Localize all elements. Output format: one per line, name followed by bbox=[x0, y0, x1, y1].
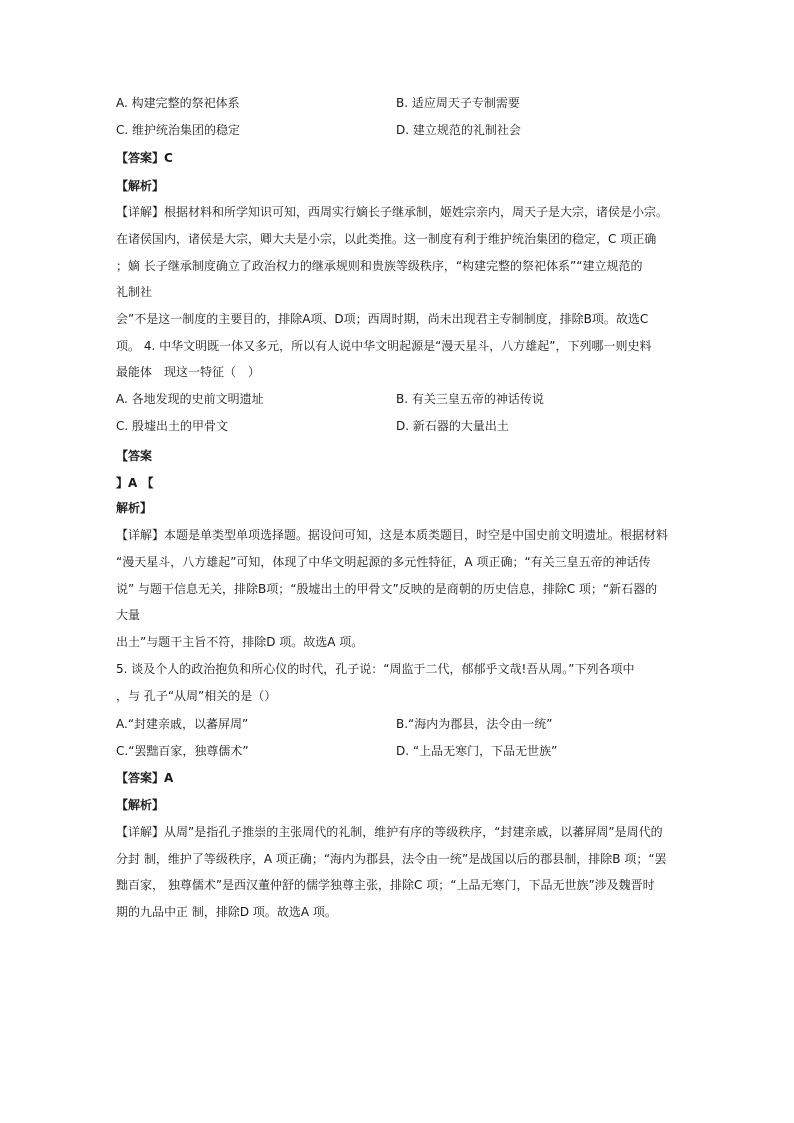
q5-option-a: A.“封建亲戚，以蕃屏周” bbox=[116, 717, 249, 731]
q3-option-d: D. 建立规范的礼制社会 bbox=[396, 123, 521, 137]
q4-answer: 【答案 bbox=[116, 449, 153, 463]
q4-option-a: A. 各地发现的史前文明遗址 bbox=[116, 392, 264, 406]
q3-detail-line: 会”不是这一制度的主要目的，排除A项、D项；西周时期，尚未出现君主专制制度，排除B项。故选C bbox=[116, 312, 649, 326]
q5-detail-line: 【详解】从周”是指孔子推崇的主张周代的礼制，维护有序的等级秩序，“封建亲戚，以蕃屏周”是周代的 bbox=[116, 825, 663, 839]
q3-detail-line: 【详解】根据材料和所学知识可知，西周实行嫡长子继承制，姬姓宗亲内，周天子是大宗，诸侯是小宗。 bbox=[116, 205, 669, 219]
q5-option-b: B.“海内为郡县，法令由一统” bbox=[396, 717, 553, 731]
q5-answer: 【答案】A bbox=[116, 771, 174, 785]
q4-detail-line: 说” 与题干信息无关，排除B项；“殷墟出土的甲骨文”反映的是商朝的历史信息，排除C 项；“新石器的 bbox=[116, 582, 658, 596]
q4-detail-line: 出土”与题干主旨不符，排除D 项。故选A 项。 bbox=[116, 635, 364, 649]
q5-detail-line: 黜百家， 独尊儒术”是西汉董仲舒的儒学独尊主张，排除C 项；“上品无寒门，下品无世族”涉及魏晋时 bbox=[116, 878, 655, 892]
q3-option-a: A. 构建完整的祭祀体系 bbox=[116, 96, 240, 110]
q4-option-d: D. 新石器的大量出土 bbox=[396, 419, 509, 433]
q3-option-c: C. 维护统治集团的稳定 bbox=[116, 123, 241, 137]
q3-option-b: B. 适应周天子专制需要 bbox=[396, 96, 520, 110]
q4-answer-value: 】A 【 bbox=[116, 476, 154, 490]
q5-option-d: D. “上品无寒门，下品无世族” bbox=[396, 744, 558, 758]
q4-detail-line: “漫天星斗，八方雄起”可知，体现了中华文明起源的多元性特征，A 项正确；“有关三皇五帝的神话传 bbox=[116, 555, 651, 569]
q4-option-c: C. 殷墟出土的甲骨文 bbox=[116, 419, 229, 433]
q4-detail-line: 大量 bbox=[116, 608, 141, 622]
q4-analysis-heading: 解析】 bbox=[116, 501, 153, 515]
q5-option-c: C.“罢黜百家，独尊儒术” bbox=[116, 744, 249, 758]
q3-answer: 【答案】C bbox=[116, 151, 173, 165]
q5-detail-line: 期的九品中正 制，排除D 项。故选A 项。 bbox=[116, 905, 337, 919]
q5-stem-line: 5. 谈及个人的政治抱负和所心仪的时代，孔子说：“周监于二代，郁郁乎文哉!吾从周。”下列各项中 bbox=[116, 662, 635, 676]
q5-analysis-heading: 【解析】 bbox=[116, 798, 165, 812]
q5-detail-line: 分封 制，维护了等级秩序，A 项正确；“海内为郡县，法令由一统”是战国以后的郡县制，排除B 项；“罢 bbox=[116, 852, 667, 866]
q3-analysis-heading: 【解析】 bbox=[116, 179, 165, 193]
q5-stem-line: ，与 孔子“从周”相关的是（） bbox=[116, 689, 277, 703]
q4-option-b: B. 有关三皇五帝的神话传说 bbox=[396, 392, 544, 406]
q4-detail-line: 【详解】本题是单类型单项选择题。据设问可知，这是本质类题目，时空是中国史前文明遗址。根据材料 bbox=[116, 528, 669, 542]
q3-detail-line: 礼制社 bbox=[116, 285, 153, 299]
q3-detail-line: ；嫡 长子继承制度确立了政治权力的继承规则和贵族等级秩序，“构建完整的祭祀体系”“建立规范的 bbox=[116, 259, 643, 273]
q4-stem-line: 最能体 现这一特征（ ） bbox=[116, 365, 261, 379]
q3-detail-line: 在诸侯国内，诸侯是大宗，卿大夫是小宗，以此类推。这一制度有利于维护统治集团的稳定，C 项正确 bbox=[116, 232, 657, 246]
q4-stem-line: 项。 4. 中华文明既一体又多元，所以有人说中华文明起源是“漫天星斗，八方雄起”，下列哪一则史料 bbox=[116, 339, 652, 353]
